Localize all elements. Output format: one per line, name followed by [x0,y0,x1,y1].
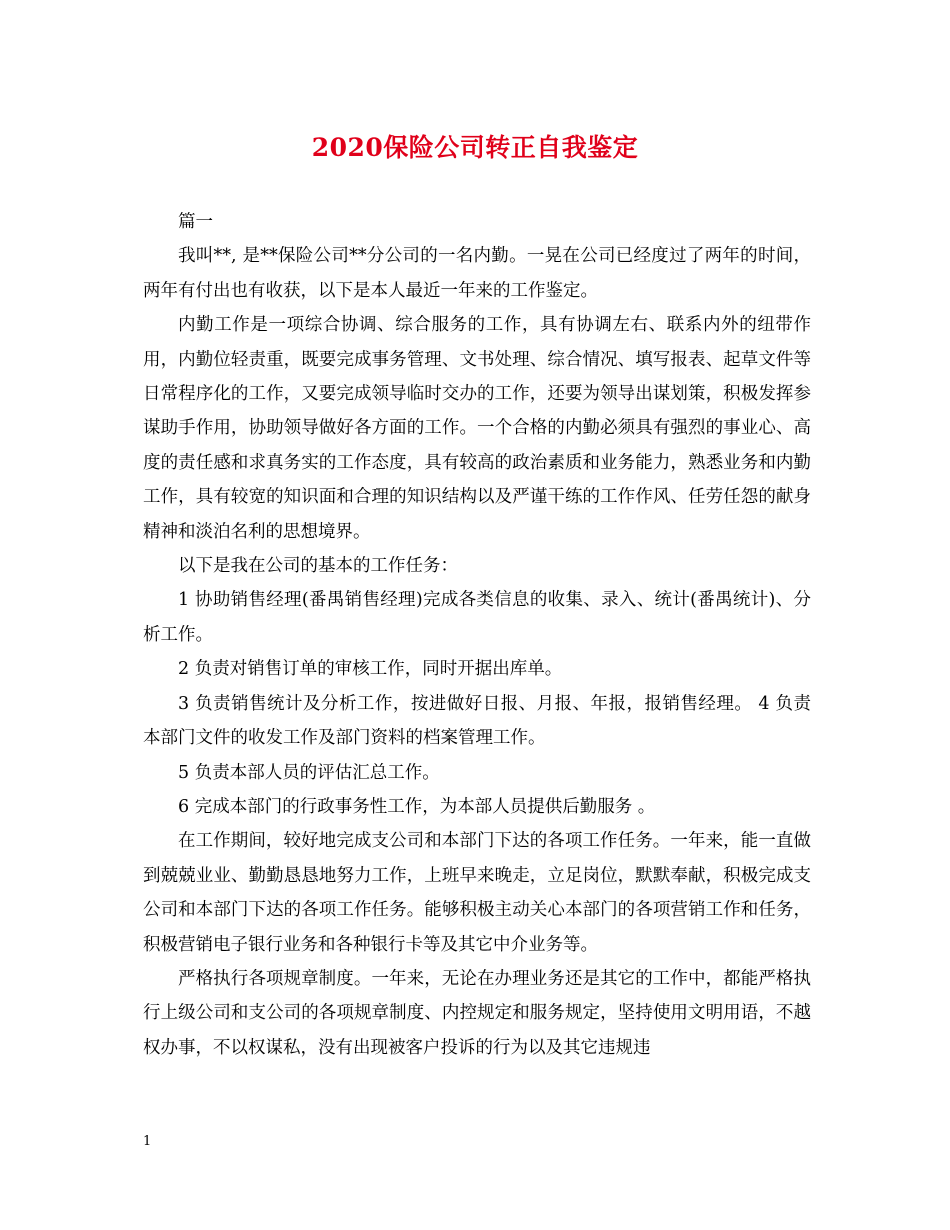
paragraph: 3 负责销售统计及分析工作，按进做好日报、月报、年报，报销售经理。 4 负责本部门文件的收发工作及部门资料的档案管理工作。 [143,693,811,749]
paragraph: 1 协助销售经理(番禺销售经理)完成各类信息的收集、录入、统计(番禺统计)、分析工作。 [143,590,811,645]
document-title: 2020保险公司转正自我鉴定 [311,133,639,162]
paragraph: 6 完成本部门的行政事务性工作，为本部人员提供后勤服务 。 [178,796,656,817]
paragraph: 我叫**, 是**保险公司**分公司的一名内勤。一晃在公司已经度过了两年的时间，两年有付出也有收获，以下是本人最近一年来的工作鉴定。 [143,246,811,301]
paragraph: 以下是我在公司的基本的工作任务： [178,556,458,577]
paragraph: 2 负责对销售订单的审核工作，同时开据出库单。 [178,659,563,680]
paragraph: 5 负责本部人员的评估汇总工作。 [178,762,440,783]
document-body [143,205,811,1065]
paragraph: 在工作期间，较好地完成支公司和本部门下达的各项工作任务。一年来，能一直做到兢兢业业、勤勤恳恳地努力工作，上班早来晚走，立足岗位，默默奉献，积极完成支公司和本部门下达的各项工作任务。能够积极主动关心本部门的各项营销工作和任务，积极营销电子银行业务和各种银行卡等及其它中介业务等。 [143,831,811,955]
paragraph: 严格执行各项规章制度。一年来，无论在办理业务还是其它的工作中，都能严格执行上级公司和支公司的各项规章制度、内控规定和服务规定，坚持使用文明用语，不越权办事，不以权谋私，没有出现被客户投诉的行为以及其它违规违 [143,968,811,1058]
page-number: 1 [143,1134,152,1149]
paragraph: 篇一 [178,212,213,232]
paragraph: 内勤工作是一项综合协调、综合服务的工作，具有协调左右、联系内外的纽带作用，内勤位轻责重，既要完成事务管理、文书处理、综合情况、填写报表、起草文件等日常程序化的工作，又要完成领导临时交办的工作，还要为领导出谋划策，积极发挥参谋助手作用，协助领导做好各方面的工作。一个合格的内勤必须具有强烈的事业心、高度的责任感和求真务实的工作态度，具有较高的政治素质和业务能力，熟悉业务和内勤工作，具有较宽的知识面和合理的知识结构以及严谨干练的工作作风、任劳任怨的献身精神和淡泊名利的思想境界。 [143,315,811,542]
